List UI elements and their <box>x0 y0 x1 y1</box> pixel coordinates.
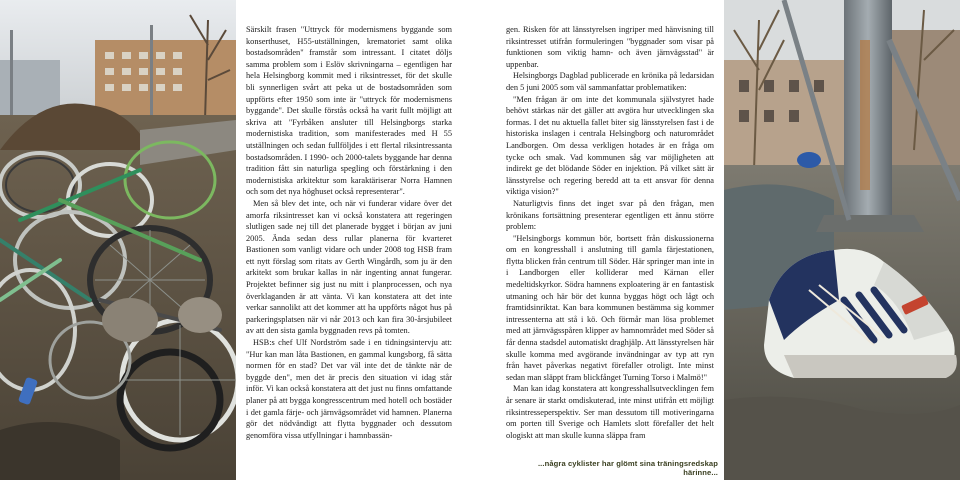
paragraph: Men så blev det inte, och när vi funderar vidare över det amorfa riksintresset kan vi också konstatera att regeringen slutligen sade nej till det planerade bygget i början av juni 2005. Ända sedan dess rullar planerna för kvarteret Bastionen som vanligt vidare och under 2008 tog HSB fram ett nytt förslag som ritats av Gerth Wingårdh, som ju är den arkitekt som brukar kallas in när ingenting annat fungerar. Projektet befinner sig just nu mitt i planprocessen, och nya överklaganden är att vänta. Vi kan konstatera att det inte verkar sannolikt att det kommer att ha uppförts något hus på parkeringsplatsen när vi når 2013 och kan fira 30-årsjubileet av att den sista gamla byggnaden revs på tomten. <box>246 198 452 336</box>
paragraph: gen. Risken för att länsstyrelsen ingriper med hänvisning till riksintresset utifrån formuleringen "byggnader som visar på funktionen som viktig hamn- och även järnvägsstad" är uppenbar. <box>506 25 714 69</box>
text-column-2 <box>506 24 714 441</box>
bicycle-pile-image <box>0 0 236 480</box>
sneaker-image <box>724 0 960 480</box>
paragraph: Särskilt frasen "Uttryck för modernismens byggande som konserthuset, H55-utställningen, krematoriet samt olika bostadsområden" framstår som intressant. I citatet döljs samma problem som i Eslöv skrivningarna – egentligen har hela Helsingborg kommit med i riksintresset, för det skulle bli synnerligen svårt att peka ut de bostadsområden som uppförts efter 1950 som inte är "uttryck för modernismens byggande". Det skulle förstås också ha varit fullt möjligt att skriva att "Fyrbåken ansluter till Helsingborgs starka modernistiska tradition, som manifesterades med H 55 utställningen och sedan fullföljdes i ett flertal riksintressanta bostadsområden. I 1990- och 2000-talets byggande har denna tradition fått sin naturliga spegling och förstärkning i den modernistiska arkitektur som karaktäriserar Norra Hamnen och som det nya höghuset också representerar". <box>246 25 452 197</box>
paragraph: Helsingborgs Dagblad publicerade en krönika på ledarsidan den 5 juni 2005 som väl sammanfattar problematiken: <box>506 71 714 92</box>
paragraph: HSB:s chef Ulf Nordström sade i en tidningsintervju att: "Hur kan man låta Bastionen, en gammal kungsborg, få sätta normen för en stad? Det var väl inte det de tänkte när de byggde den", men det är precis den situation vi idag står inför. Vi kan också konstatera att det just nu finns omfattande planer på att bygga kongresscentrum med hotell och bostäder i det gamla färje- och järnvägsområdet vid hamnen. Planerna gör det nödvändigt att flytta byggnader och dessutom genomföra vissa utfyllningar i hamnbassän- <box>246 338 452 440</box>
paragraph: Naturligtvis finns det inget svar på den frågan, men krönikans fortsättning presenterar egentligen ett ännu större problem: <box>506 198 714 232</box>
text-column-1 <box>246 24 452 441</box>
photo-worn-sneaker <box>724 0 960 480</box>
photo-caption: ...några cyklister har glömt sina träningsredskap härinne... <box>537 459 718 477</box>
paragraph: Man kan idag konstatera att kongresshallsutvecklingen fem år senare är starkt omdiskuterad, inte minst utifrån ett möjligt riksintresseperspektiv. Ser man dessutom till motiveringarna om porten till Sverige och Hamlets slott förefaller det helt ologiskt att man skulle kunna släppa fram <box>506 384 714 440</box>
paragraph: "Men frågan är om inte det kommunala självstyret hade behövt stärkas när det gäller att avgöra hur utvecklingen ska formas. I det nu aktuella fallet biter sig länsstyrelsen fast i de historiska inslagen i centrala Helsingborg och naturområdet Landborgen. Om dessa verkligen hotades är en fråga om tycke och smak. Vad kommunen såg var möjligheten att indirekt ge det blödande Söder en injektion. På vilket sätt är länsstyrelse och regering beredd att ta ett ansvar för denna viktiga vision?" <box>506 94 714 197</box>
photo-discarded-bicycles <box>0 0 236 480</box>
paragraph: "Helsingborgs kommun bör, bortsett från diskussionerna om en kongresshall i anslutning till gamla färjestationen, flytta blicken från centrum till Söder. Här springer man inte in i Landborgen eller kolliderar med Kärnan eller medeltidskyrkor. Södra hamnens exploatering är en fantastisk utmaning och här bör det kunna byggas högt och lågt och framtidsinriktat. Kan bara kommunen bestämma sig kommer intressenterna att stå i kö. Och förmår man lösa problemet med att järnvägsspåren klipper av hamnområdet med Söder så får denna stadsdel automatiskt draghjälp. Att länsstyrelsen här skulle komma med avgörande invändningar av typ att ryn från havet påverkas negativt förefaller otroligt. Inte minst sedan man släppt fram blickfånget Turning Torso i Malmö!" <box>506 233 714 382</box>
